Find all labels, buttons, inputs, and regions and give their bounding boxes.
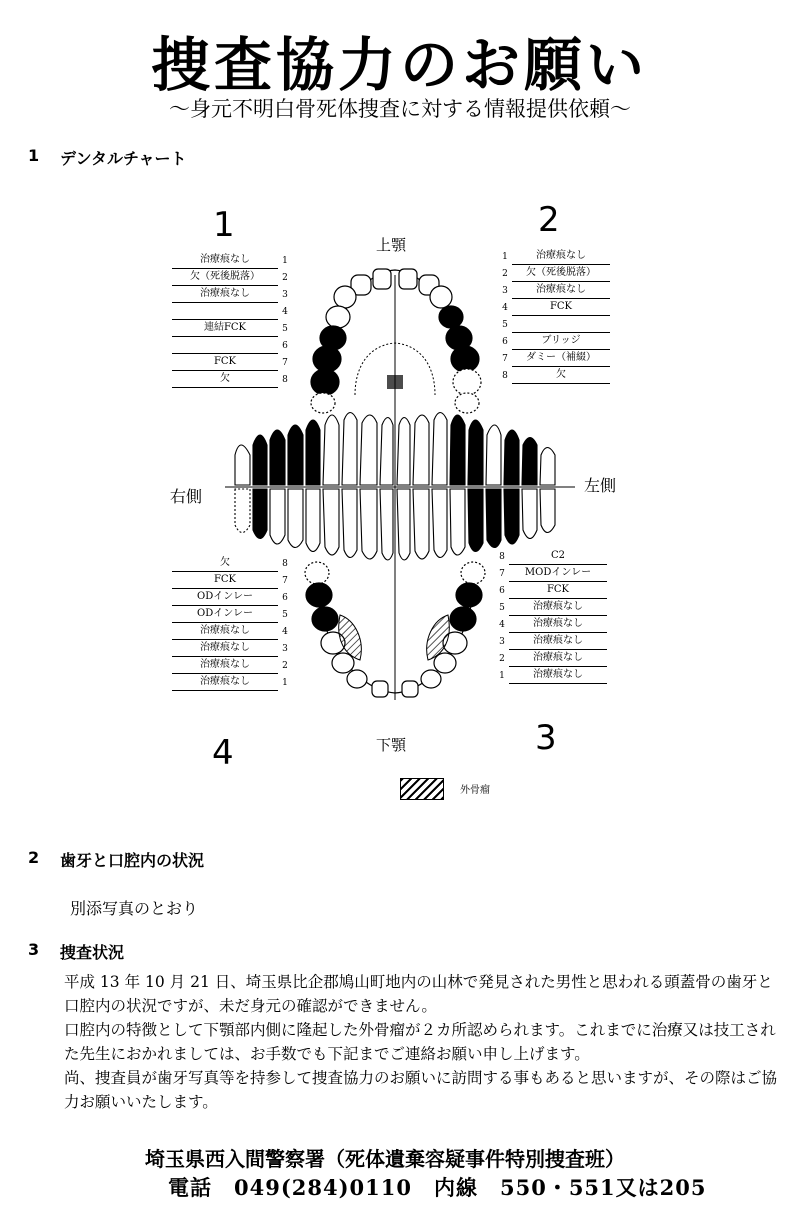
section2-number: 2	[28, 848, 40, 867]
section3-paragraph-2: 口腔内の特徴として下顎部内側に隆起した外骨瘤が２カ所認められます。これまでに治療又は技工された先生におかれましては、お手数でも下記までご連絡お願い申し上げます。	[64, 1021, 776, 1063]
q3-row-number: 7	[499, 568, 505, 579]
q2-row-text: 治療痕なし	[512, 282, 610, 299]
upper-jaw-label: 上顎	[376, 236, 407, 254]
q2-row-text: ダミー（補綴）	[512, 350, 610, 367]
q1-row-text: 連結FCK	[172, 320, 278, 337]
q4-row-text: 治療痕なし	[172, 623, 278, 640]
q1-row-text: 欠	[172, 371, 278, 388]
legend-label: 外骨瘤	[460, 785, 490, 796]
quadrant-label-3: 3	[535, 718, 557, 758]
q4-row-number: 2	[282, 660, 288, 671]
q2-row-text: 欠	[512, 367, 610, 384]
q1-row-number: 6	[282, 340, 288, 351]
section3-paragraph-1: 平成 13 年 10 月 21 日、埼玉県比企郡鳩山町地内の山林で発見された男性と思われる頭蓋骨の歯牙と口腔内の状況ですが、未だ身元の確認ができません。	[64, 973, 773, 1015]
left-side-label: 左側	[584, 476, 617, 495]
q2-row-text: 治療痕なし	[512, 248, 610, 265]
q1-row-text: 治療痕なし	[172, 286, 278, 303]
q4-row-text: 欠	[172, 555, 278, 572]
q3-row-number: 1	[499, 670, 505, 681]
q1-row-number: 5	[282, 323, 288, 334]
q4-row-number: 4	[282, 626, 288, 637]
q1-row-number: 7	[282, 357, 288, 368]
quadrant-label-2: 2	[538, 200, 560, 240]
q2-row-number: 6	[502, 336, 508, 347]
page-title: 捜査協力のお願い	[151, 31, 648, 99]
q4-row-number: 6	[282, 592, 288, 603]
q2-row-number: 8	[502, 370, 508, 381]
q2-row-number: 2	[502, 268, 508, 279]
q3-row-number: 8	[499, 551, 505, 562]
footer-phone: 電話 049(284)0110 内線 550・551又は205	[168, 1175, 707, 1200]
right-side-label: 右側	[170, 487, 203, 506]
section3-heading: 捜査状況	[60, 943, 125, 962]
q3-row-text: FCK	[509, 582, 607, 599]
dental-diagram	[205, 255, 585, 715]
q4-row-text: 治療痕なし	[172, 657, 278, 674]
q1-row-number: 8	[282, 374, 288, 385]
q3-row-text: 治療痕なし	[509, 633, 607, 650]
q1-row-number: 2	[282, 272, 288, 283]
q2-row-number: 7	[502, 353, 508, 364]
q1-row-text: 治療痕なし	[172, 252, 278, 269]
q3-row-number: 3	[499, 636, 505, 647]
section3-number: 3	[28, 940, 40, 959]
q3-row-number: 4	[499, 619, 505, 630]
q2-row-text: FCK	[512, 299, 610, 316]
q4-row-number: 7	[282, 575, 288, 586]
q1-row-number: 1	[282, 255, 288, 266]
q2-row-number: 3	[502, 285, 508, 296]
q2-row-number: 5	[502, 319, 508, 330]
page-subtitle: ～身元不明白骨死体捜査に対する情報提供依頼～	[169, 97, 631, 121]
footer-agency: 埼玉県西入間警察署（死体遺棄容疑事件特別捜査班）	[145, 1147, 625, 1171]
q2-row-number: 1	[502, 251, 508, 262]
q3-row-number: 6	[499, 585, 505, 596]
q3-row-number: 2	[499, 653, 505, 664]
q3-row-text: 治療痕なし	[509, 650, 607, 667]
q4-row-number: 8	[282, 558, 288, 569]
lower-jaw-label: 下顎	[376, 736, 407, 754]
section1-heading: デンタルチャート	[60, 149, 187, 168]
q3-row-text: MODインレー	[509, 565, 607, 582]
q3-row-text: 治療痕なし	[509, 599, 607, 616]
q4-row-number: 5	[282, 609, 288, 620]
section1-number: 1	[28, 146, 40, 165]
q4-row-text: 治療痕なし	[172, 640, 278, 657]
q2-row-text: 欠（死後脱落）	[512, 265, 610, 282]
q4-row-text: ODインレー	[172, 589, 278, 606]
q4-row-number: 3	[282, 643, 288, 654]
q4-row-text: 治療痕なし	[172, 674, 278, 691]
section2-body: 別添写真のとおり	[70, 899, 199, 918]
section3-paragraph-3: 尚、捜査員が歯牙写真等を持参して捜査協力のお願いに訪問する事もあると思いますが、その際はご協力お願いいたします。	[64, 1069, 778, 1111]
q3-row-text: C2	[509, 548, 607, 565]
q4-row-number: 1	[282, 677, 288, 688]
q1-row-text: FCK	[172, 354, 278, 371]
q4-row-text: FCK	[172, 572, 278, 589]
q3-row-text: 治療痕なし	[509, 667, 607, 684]
q2-row-number: 4	[502, 302, 508, 313]
section2-heading: 歯牙と口腔内の状況	[60, 851, 205, 870]
quadrant-label-1: 1	[213, 205, 235, 245]
q1-row-text: 欠（死後脱落）	[172, 269, 278, 286]
section3-body	[64, 970, 784, 1114]
q2-row-text: ブリッジ	[512, 333, 610, 350]
q1-row-number: 3	[282, 289, 288, 300]
q3-row-number: 5	[499, 602, 505, 613]
legend-swatch-hatch	[400, 778, 444, 800]
q4-row-text: ODインレー	[172, 606, 278, 623]
quadrant-label-4: 4	[212, 733, 234, 773]
q3-row-text: 治療痕なし	[509, 616, 607, 633]
q1-row-number: 4	[282, 306, 288, 317]
